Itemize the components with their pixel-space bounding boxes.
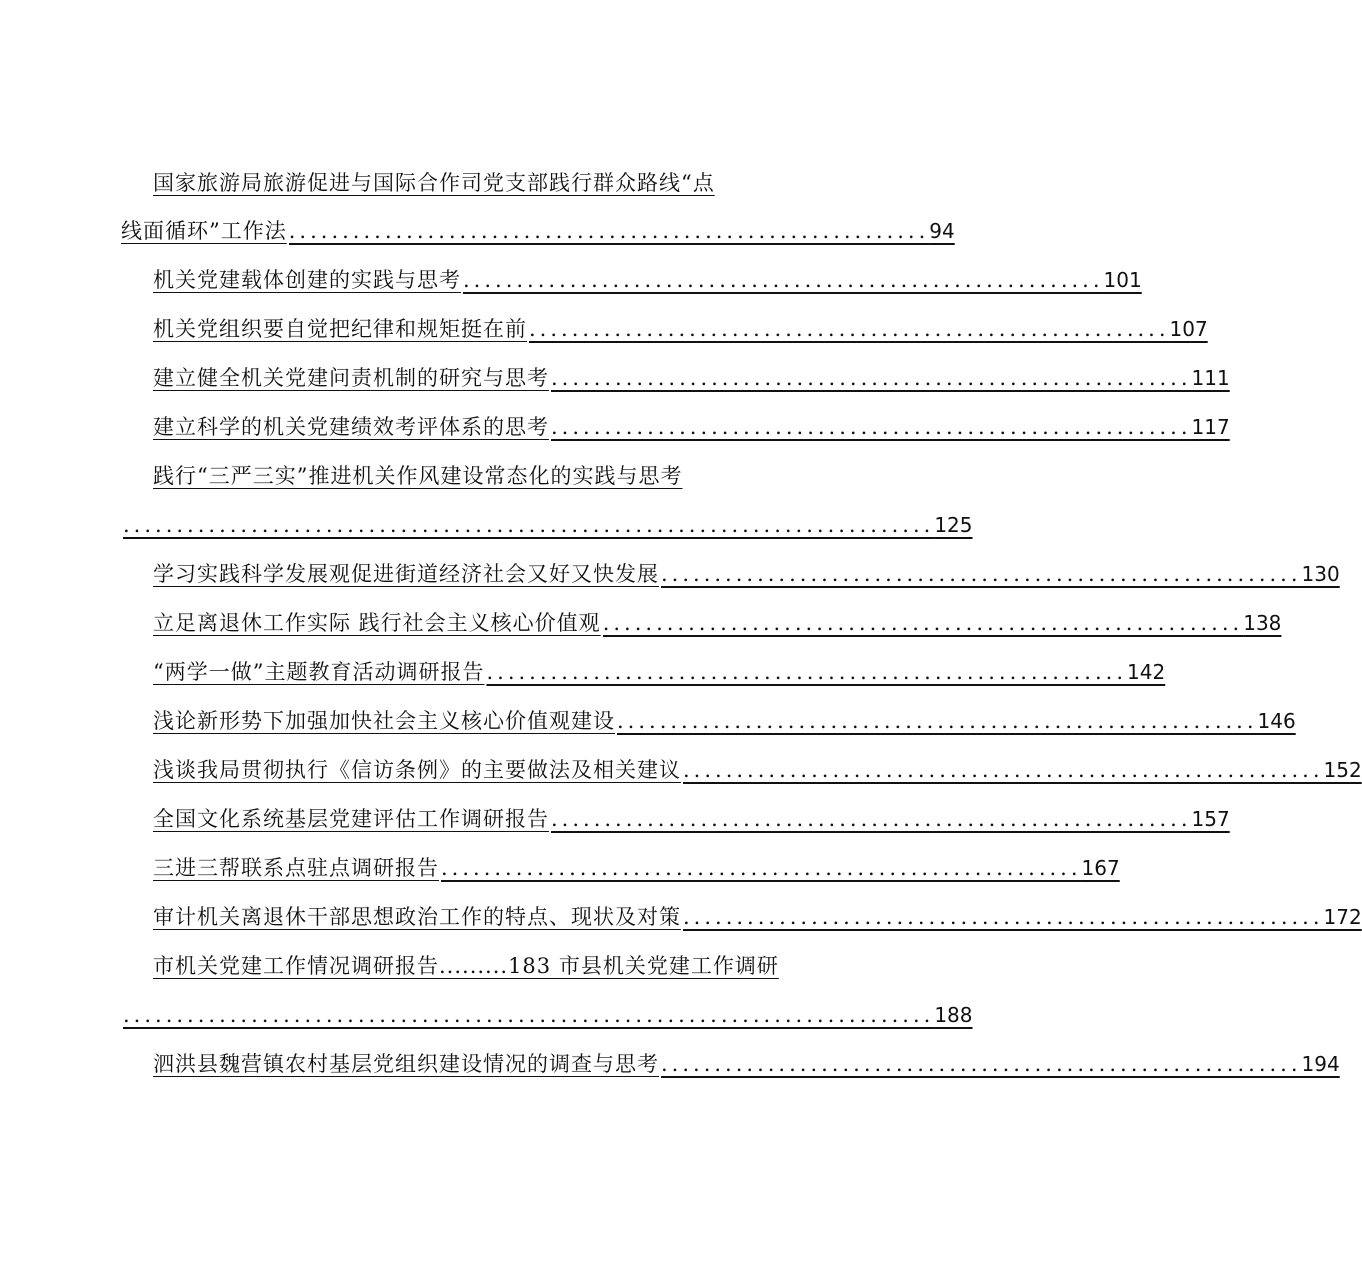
toc-entry[interactable] xyxy=(153,559,1340,589)
dot-leader: ............................................................ xyxy=(486,660,1128,684)
toc-entry[interactable] xyxy=(153,706,1296,736)
toc-entry[interactable] xyxy=(153,412,1230,442)
toc-entry-title: 浅谈我局贯彻执行《信访条例》的主要做法及相关建议 xyxy=(153,755,683,785)
toc-entry[interactable] xyxy=(153,902,1362,932)
toc-page-number: 157 xyxy=(1191,807,1230,831)
toc-entry-title: 国家旅游局旅游促进与国际合作司党支部践行群众路线“点 xyxy=(153,168,717,198)
toc-page-number: 152 xyxy=(1323,758,1362,782)
toc-page-number: 194 xyxy=(1301,1052,1340,1076)
toc-entry[interactable] xyxy=(153,608,1282,638)
toc-entry[interactable] xyxy=(153,1049,1340,1079)
toc-entry-title: 三进三帮联系点驻点调研报告 xyxy=(153,853,441,883)
dot-leader: ............................................................................ xyxy=(123,1003,935,1027)
toc-entry-title: 泗洪县魏营镇农村基层党组织建设情况的调查与思考 xyxy=(153,1049,661,1079)
toc-entry[interactable] xyxy=(121,510,973,540)
toc-entry-title: 学习实践科学发展观促进街道经济社会又好又快发展 xyxy=(153,559,661,589)
toc-entry[interactable] xyxy=(153,853,1120,883)
toc-entry[interactable] xyxy=(153,314,1208,344)
dot-leader: ............................................................................ xyxy=(123,513,935,537)
toc-entry[interactable] xyxy=(153,265,1142,295)
toc-entry[interactable] xyxy=(153,461,865,491)
dot-leader: ............................................................ xyxy=(683,905,1324,929)
dot-leader: ............................................................ xyxy=(551,807,1192,831)
toc-page-number: 107 xyxy=(1169,317,1208,341)
toc-entry[interactable] xyxy=(153,755,1362,785)
toc-entry-title: 建立科学的机关党建绩效考评体系的思考 xyxy=(153,412,551,442)
toc-entry-title: 市机关党建工作情况调研报告.........183 市县机关党建工作调研 xyxy=(153,951,781,981)
toc-entry[interactable] xyxy=(153,363,1230,393)
dot-leader: ............................................................ xyxy=(661,1052,1302,1076)
toc-page-number: 130 xyxy=(1301,562,1340,586)
toc-entry-title: 践行“三严三实”推进机关作风建设常态化的实践与思考 xyxy=(153,461,684,491)
dot-leader: ............................................................ xyxy=(683,758,1324,782)
toc-entry[interactable] xyxy=(121,1000,973,1030)
toc-page-number: 172 xyxy=(1323,905,1362,929)
toc-entry[interactable] xyxy=(153,168,865,198)
toc-entry-title: 机关党建载体创建的实践与思考 xyxy=(153,265,463,295)
dot-leader: ............................................................ xyxy=(288,219,930,243)
toc-page-number: 146 xyxy=(1257,709,1296,733)
toc-entry[interactable] xyxy=(153,657,1166,687)
dot-leader: ............................................................ xyxy=(463,268,1104,292)
dot-leader: ............................................................ xyxy=(441,856,1082,880)
toc-entry-title: 全国文化系统基层党建评估工作调研报告 xyxy=(153,804,551,834)
toc-entry[interactable] xyxy=(153,951,865,981)
toc-entry-title: 机关党组织要自觉把纪律和规矩挺在前 xyxy=(153,314,529,344)
toc-entry-title: 审计机关离退休干部思想政治工作的特点、现状及对策 xyxy=(153,902,683,932)
toc-entry-title: 线面循环”工作法 xyxy=(121,216,289,246)
toc-entry[interactable] xyxy=(121,216,955,246)
toc-page-number: 94 xyxy=(929,219,955,243)
toc-page-number: 101 xyxy=(1103,268,1142,292)
dot-leader: ............................................................ xyxy=(529,317,1170,341)
toc-page-number: 167 xyxy=(1081,856,1120,880)
toc-page-number: 111 xyxy=(1191,366,1230,390)
dot-leader: ............................................................ xyxy=(661,562,1302,586)
dot-leader: ............................................................ xyxy=(551,415,1192,439)
toc-entry-title: 建立健全机关党建问责机制的研究与思考 xyxy=(153,363,551,393)
dot-leader: ............................................................ xyxy=(551,366,1192,390)
toc-entry-title: “两学一做”主题教育活动调研报告 xyxy=(153,657,486,687)
dot-leader: ............................................................ xyxy=(602,611,1244,635)
toc-page-number: 117 xyxy=(1191,415,1230,439)
toc-entry-title: 浅论新形势下加强加快社会主义核心价值观建设 xyxy=(153,706,617,736)
toc-page-number: 188 xyxy=(934,1003,973,1027)
toc-page-number: 142 xyxy=(1127,660,1166,684)
toc-entry-title: 立足离退休工作实际 践行社会主义核心价值观 xyxy=(153,608,603,638)
toc-entry[interactable] xyxy=(153,804,1230,834)
toc-page-number: 125 xyxy=(934,513,973,537)
toc-page-number: 138 xyxy=(1243,611,1282,635)
dot-leader: ............................................................ xyxy=(617,709,1258,733)
